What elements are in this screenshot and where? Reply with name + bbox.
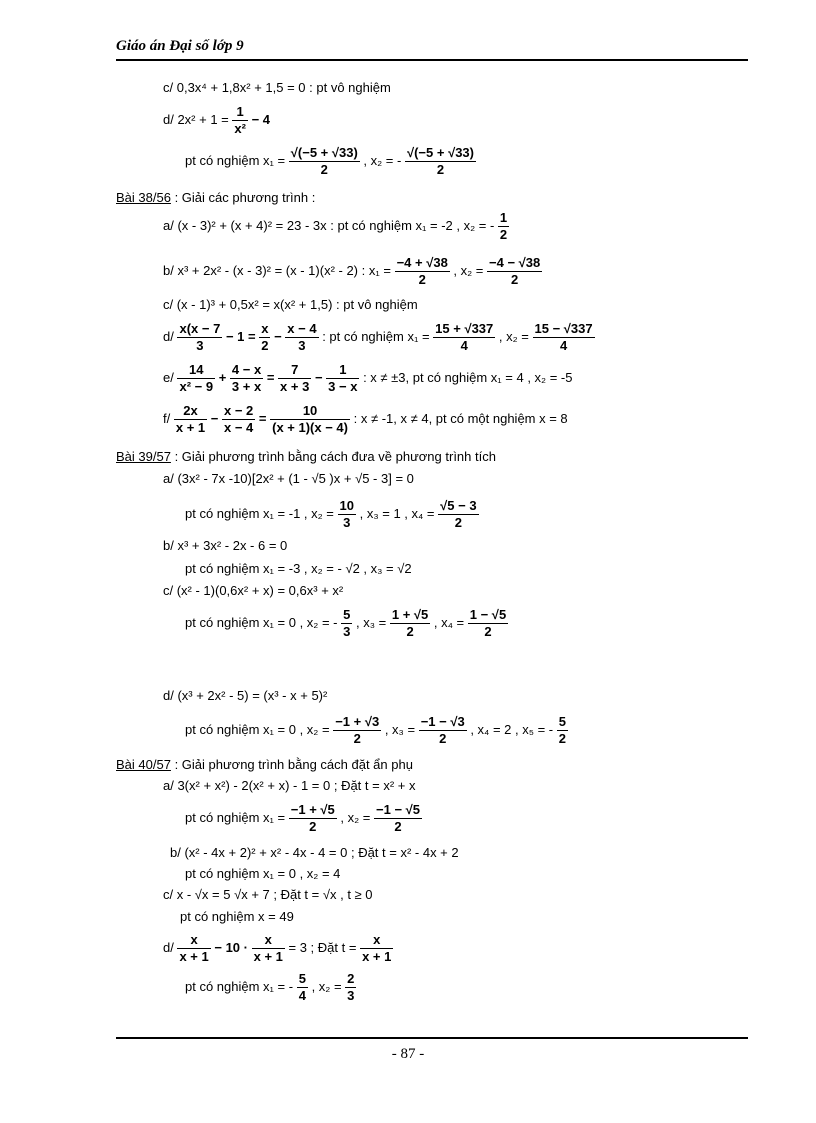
- bai39-d-sol: [185, 714, 568, 747]
- bai38-e-f2: $\frac{4 - x}{3 + x}$: [231, 362, 262, 394]
- bai40-a-sol: [185, 802, 422, 835]
- bai38-e-f1: $\frac{14}{\text{x² − 9}}$: [179, 362, 214, 394]
- bai38-d-sol: : pt có nghiệm x₁ =: [322, 328, 430, 344]
- bai39-d-mid1: , x₃ =: [384, 721, 416, 737]
- bai40-d-x2: $\frac{2}{3}$: [347, 971, 355, 1003]
- page-number: - 87 -: [391, 1046, 425, 1062]
- top-d: [163, 104, 270, 137]
- bai38-b-mid: , x₂ =: [453, 262, 484, 278]
- top-d-pre: d/ 2x² + 1 =: [163, 111, 229, 127]
- bai39-a-sol-pre: pt có nghiệm x₁ = -1 , x₂ =: [185, 505, 334, 521]
- bai40-d-op2: = 3 ; Đặt t =: [288, 939, 357, 955]
- bai38-d-x1: $\frac{15 + √337}{4}$: [435, 321, 494, 353]
- bai39-title: [116, 449, 496, 465]
- bai39-a-sol: [185, 498, 479, 531]
- bai38-e: [163, 362, 572, 395]
- top-d-post: − 4: [251, 111, 271, 127]
- bai38-d-f1: $\frac{x(x - 7}{3}$: [179, 321, 221, 353]
- bai39-a: a/ (3x² - 7x -10)[2x² + (1 - √5 )x + √5 - 3] = 0: [163, 471, 414, 486]
- bai39-c-sol-pre: pt có nghiệm x₁ = 0 , x₂ = -: [185, 614, 338, 630]
- bai39-c: c/ (x² - 1)(0,6x² + x) = 0,6x³ + x²: [163, 583, 344, 598]
- bai38-e-f3: $\frac{7}{x + 3}$: [280, 362, 310, 394]
- bai38-number: Bài 38/56: [116, 190, 171, 205]
- bai39-d-x3: $\frac{-1 - √3}{2}$: [420, 714, 465, 746]
- bai40-a-mid: , x₂ =: [340, 809, 371, 825]
- bai38-f-op2: =: [258, 410, 267, 426]
- header-rule: [116, 59, 748, 61]
- bai38-d-x2: $\frac{15 - √337}{4}$: [534, 321, 593, 353]
- bai38-d: [163, 321, 595, 354]
- bai39-c-mid1: , x₃ =: [356, 614, 387, 630]
- bai39-d: d/ (x³ + 2x² - 5) = (x³ - x + 5)²: [163, 688, 328, 703]
- bai38-d-f3: $\frac{x - 4}{3}$: [287, 321, 317, 353]
- bai39-a-x2: $\frac{10}{3}$: [339, 498, 354, 530]
- bai40-d-op1: − 10 ·: [214, 939, 248, 955]
- bai39-b: b/ x³ + 3x² - 2x - 6 = 0: [163, 538, 288, 553]
- bai40-d-f1: $\frac{x}{x + 1}$: [179, 932, 209, 964]
- bai38-title-text: : Giải các phương trình :: [174, 190, 316, 205]
- bai38-d-f2: $\frac{x}{2}$: [261, 321, 269, 353]
- bai40-c-sol: pt có nghiệm x = 49: [180, 909, 294, 924]
- page-header: Giáo án Đại số lớp 9: [116, 38, 244, 54]
- bai40-d-f2: $\frac{x}{x + 1}$: [253, 932, 283, 964]
- bai38-a: [163, 210, 509, 243]
- bai39-c-sol: [185, 607, 508, 640]
- bai40-title-text: : Giải phương trình bằng cách đặt ẩn phụ: [174, 757, 413, 772]
- bai38-f-f2: $\frac{x - 2}{x - 4}$: [223, 403, 254, 435]
- bai38-e-op3: −: [314, 369, 323, 385]
- bai40-d-sol: [185, 971, 356, 1004]
- bai40-d-mid: , x₂ =: [311, 978, 342, 994]
- bai38-e-label: e/: [163, 369, 174, 385]
- bai40-d-label: d/: [163, 939, 174, 955]
- bai38-d-op1: − 1 =: [225, 328, 256, 344]
- bai38-a-text: a/ (x - 3)² + (x + 4)² = 23 - 3x : pt có nghiệm x₁ = -2 , x₂ = -: [163, 217, 495, 233]
- bai38-e-op1: +: [218, 369, 227, 385]
- bai40-d-x1: $\frac{5}{4}$: [298, 971, 306, 1003]
- bai38-a-frac: $\frac{1}{2}$: [499, 210, 508, 242]
- bai38-b-x2: $\frac{-4 - √38}{2}$: [489, 255, 541, 287]
- bai38-f-f3: $\frac{10}{(x + 1)(x - 4)}$: [272, 403, 348, 435]
- bai39-number: Bài 39/57: [116, 449, 171, 464]
- bai39-a-x4: $\frac{√5 - 3}{2}$: [440, 498, 477, 530]
- bai38-d-mid: , x₂ =: [498, 328, 529, 344]
- bai40-a-x1: $\frac{-1 + √5}{2}$: [290, 802, 335, 834]
- bai38-f-sol: : x ≠ -1, x ≠ 4, pt có một nghiệm x = 8: [353, 410, 568, 426]
- bai40-title: [116, 757, 413, 773]
- footer-rule: [116, 1037, 748, 1039]
- top-sol-mid: , x₂ = -: [363, 152, 402, 168]
- bai40-b-sol: pt có nghiệm x₁ = 0 , x₂ = 4: [185, 866, 341, 881]
- bai40-d-sol-pre: pt có nghiệm x₁ = -: [185, 978, 294, 994]
- bai38-b-x1: $\frac{-4 + √38}{2}$: [396, 255, 448, 287]
- bai39-d-x2: $\frac{-1 + √3}{2}$: [335, 714, 380, 746]
- bai40-a-x2: $\frac{-1 - √5}{2}$: [376, 802, 421, 834]
- bai40-d: [163, 932, 393, 965]
- top-c: c/ 0,3x⁴ + 1,8x² + 1,5 = 0 : pt vô nghiệm: [163, 80, 391, 95]
- bai40-c: c/ x - √x = 5 √x + 7 ; Đặt t = √x , t ≥ 0: [163, 887, 373, 902]
- bai39-c-x4: $\frac{1 - √5}{2}$: [469, 607, 507, 639]
- bai39-d-mid2: , x₄ = 2 , x₅ = -: [470, 721, 554, 737]
- bai40-a-sol-pre: pt có nghiệm x₁ =: [185, 809, 286, 825]
- bai38-f: [163, 403, 568, 436]
- bai39-b-sol: pt có nghiệm x₁ = -3 , x₂ = - √2 , x₃ = √2: [185, 561, 412, 576]
- bai40-d-f3: $\frac{x}{x + 1}$: [362, 932, 392, 964]
- bai40-b: b/ (x² - 4x + 2)² + x² - 4x - 4 = 0 ; Đặt t = x² - 4x + 2: [170, 845, 459, 860]
- bai39-d-x5: $\frac{5}{2}$: [558, 714, 566, 746]
- bai38-f-f1: $\frac{2x}{x + 1}$: [175, 403, 206, 435]
- top-sol: [185, 145, 476, 178]
- bai39-d-sol-pre: pt có nghiệm x₁ = 0 , x₂ =: [185, 721, 330, 737]
- top-sol-pre: pt có nghiệm x₁ =: [185, 152, 286, 168]
- top-d-frac: $\frac{1}{\text{x²}}$: [234, 104, 246, 136]
- bai38-f-op1: −: [210, 410, 219, 426]
- bai38-e-op2: =: [266, 369, 275, 385]
- bai38-e-sol: : x ≠ ±3, pt có nghiệm x₁ = 4 , x₂ = -5: [363, 369, 573, 385]
- bai39-c-mid2: , x₄ =: [433, 614, 465, 630]
- bai38-c: c/ (x - 1)³ + 0,5x² = x(x² + 1,5) : pt vô nghiệm: [163, 297, 418, 312]
- bai38-title: [116, 190, 315, 206]
- top-sol-x1: $\frac{√(-5 + √33)}{2}$: [290, 145, 358, 177]
- bai38-b: [163, 255, 542, 288]
- bai40-a: a/ 3(x² + x²) - 2(x² + x) - 1 = 0 ; Đặt t = x² + x: [163, 778, 416, 793]
- bai38-e-f4: $\frac{1}{3 - x}$: [328, 362, 358, 394]
- bai39-c-x2: $\frac{5}{3}$: [343, 607, 351, 639]
- bai38-d-op2: −: [274, 328, 282, 344]
- bai38-f-label: f/: [163, 410, 171, 426]
- bai39-c-x3: $\frac{1 + √5}{2}$: [391, 607, 429, 639]
- top-sol-x2: $\frac{√(-5 + √33)}{2}$: [406, 145, 474, 177]
- bai40-number: Bài 40/57: [116, 757, 171, 772]
- bai38-d-label: d/: [163, 328, 174, 344]
- bai39-title-text: : Giải phương trình bằng cách đưa về phương trình tích: [174, 449, 496, 464]
- bai38-b-text: b/ x³ + 2x² - (x - 3)² = (x - 1)(x² - 2) : x₁ =: [163, 262, 391, 278]
- bai39-a-sol-mid: , x₃ = 1 , x₄ =: [359, 505, 435, 521]
